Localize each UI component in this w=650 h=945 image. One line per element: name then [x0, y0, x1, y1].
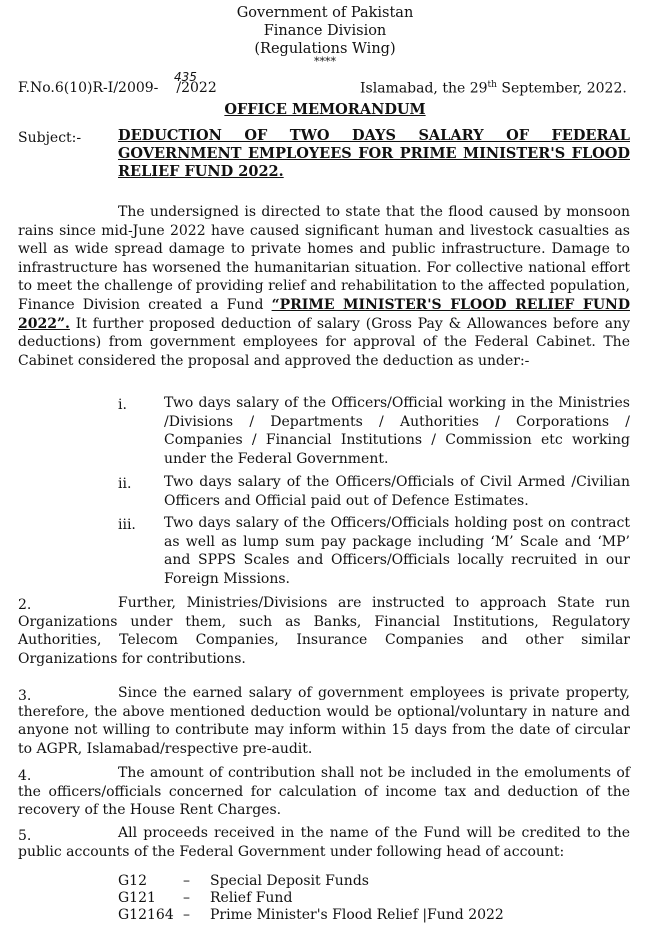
head-desc-1: Special Deposit Funds [210, 873, 369, 889]
gov-header-line3: (Regulations Wing) [254, 41, 396, 57]
file-number-suffix: /2022 [176, 80, 217, 96]
item-1-number: i. [118, 397, 127, 413]
paragraph-5-number: 5. [18, 828, 32, 844]
subject-label: Subject:- [18, 130, 82, 146]
header-stars: **** [314, 55, 336, 68]
head-dash-2: – [183, 890, 190, 906]
paragraph-4-number: 4. [18, 768, 32, 784]
paragraph-2-text: Further, Ministries/Divisions are instructed to approach State run Organizations under them, such as Banks, Financial Institutions, Regulatory Authorities, Telecom Companies, Insurance Companies and other similar Organizations for contributions. [18, 595, 630, 667]
paragraph-1-text-b: It further proposed deduction of salary (Gross Pay & Allowances before any deductions) from government employees for approval of the Federal Cabinet. The Cabinet considered the proposal and approved the deduction as under:- [18, 315, 630, 369]
subject-text: DEDUCTION OF TWO DAYS SALARY OF FEDERAL GOVERNMENT EMPLOYEES FOR PRIME MINISTER'S FLOOD RELIEF FUND 2022. [118, 127, 630, 180]
head-dash-1: – [183, 873, 190, 889]
item-3-text: Two days salary of the Officers/Officials holding post on contract as well as lump sum pay package including ‘M’ Scale and ‘MP’ and SPPS Scales and Officers/Officials locally recruited in our Foreign Missions. [164, 515, 630, 587]
head-code-1: G12 [118, 873, 147, 889]
paragraph-1-text-a: The undersigned is directed to state that the flood caused by monsoon rains since mid-June 2022 have caused significant human and livestock casualties as well as wide spread damage to private homes and public infrastructure. Damage to infrastructure has worsened the humanitarian situation. For collective national effort to meet the challenge of providing relief and rehabilitation to the affected population, Finance Division created a Fund [18, 204, 630, 313]
gov-header-line1: Government of Pakistan [236, 5, 414, 21]
paragraph-5-text: All proceeds received in the name of the Fund will be credited to the public accounts of the Federal Government under following head of account: [18, 825, 630, 860]
head-code-2: G121 [118, 890, 156, 906]
place-date-prefix: Islamabad, the 29 [360, 80, 488, 97]
fund-name: “PRIME MINISTER'S FLOOD RELIEF FUND 2022”. [18, 296, 630, 332]
memo-title: OFFICE MEMORANDUM [224, 101, 426, 118]
head-code-3: G12164 [118, 907, 174, 923]
place-date [360, 80, 627, 97]
head-desc-3: Prime Minister's Flood Relief |Fund 2022 [210, 907, 504, 923]
paragraph-3-text: Since the earned salary of government employees is private property, therefore, the above mentioned deduction would be optional/voluntary in nature and anyone not willing to contribute may inform within 15 days from the date of circular to AGPR, Islamabad/respective pre-audit. [18, 685, 630, 757]
paragraph-1 [18, 203, 630, 370]
head-dash-3: – [183, 907, 190, 923]
place-date-suffix: September, 2022. [496, 80, 627, 97]
paragraph-4-text: The amount of contribution shall not be included in the emoluments of the officers/officials concerned for calculation of income tax and deduction of the recovery of the House Rent Charges. [18, 765, 630, 819]
item-3-number: iii. [118, 517, 136, 533]
gov-header-line2: Finance Division [263, 23, 387, 39]
head-desc-2: Relief Fund [210, 890, 293, 906]
handwritten-file-no: 435 [174, 70, 197, 84]
item-2-text: Two days salary of the Officers/Officials of Civil Armed /Civilian Officers and Official paid out of Defence Estimates. [164, 474, 630, 509]
file-number-prefix: F.No.6(10)R-I/2009- [18, 80, 159, 96]
item-1-text: Two days salary of the Officers/Official working in the Ministries /Divisions / Departments / Authorities / Corporations / Companies / Financial Institutions / Commission etc working under the Federal Government. [164, 395, 630, 467]
date-superscript: th [487, 80, 497, 90]
item-2-number: ii. [118, 476, 132, 492]
paragraph-3-number: 3. [18, 688, 32, 704]
paragraph-2-number: 2. [18, 597, 32, 613]
